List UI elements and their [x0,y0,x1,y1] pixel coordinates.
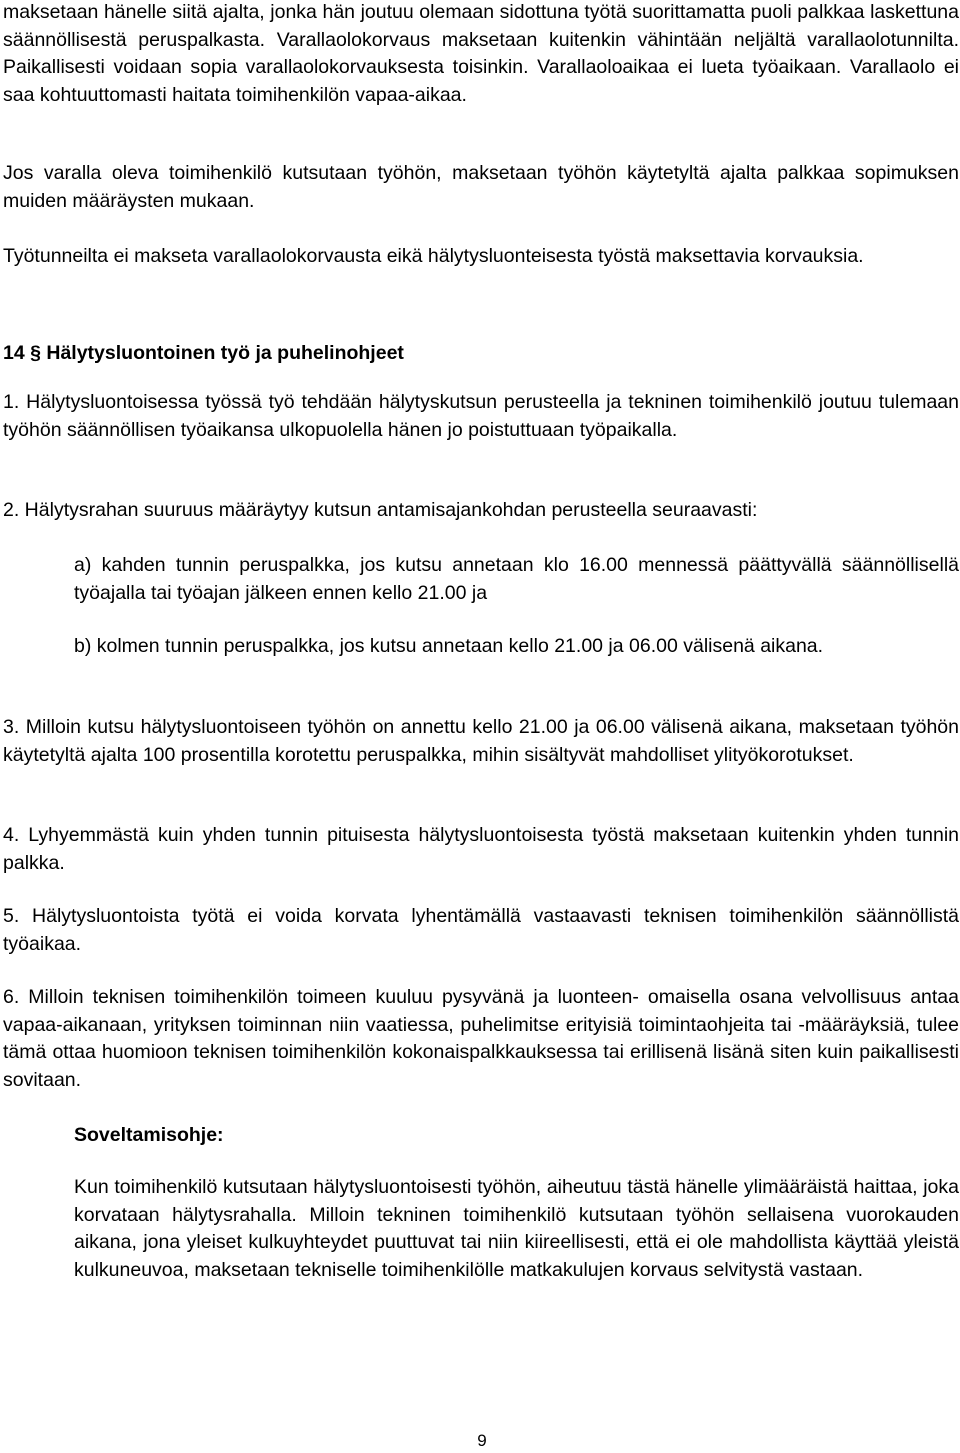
guidance-text: Kun toimihenkilö kutsutaan hälytysluontoisesti työhön, aiheutuu tästä hänelle ylimääräistä haittaa, joka korvataan hälytysrahalla. Milloin tekninen toimihenkilö kutsutaan työhön sellaisena vuorokauden aikana, jona yleiset kulkuyhteydet puuttuvat tai niin kiireellisesti, että ei ole mahdollista käyttää yleistä kulkuneuvoa, maksetaan tekniselle toimihenkilölle matkakulujen korvaus selvitystä vastaan. [74,1176,959,1281]
list-item-6: 6. Milloin teknisen toimihenkilön toimeen kuuluu pysyvänä ja luonteen- omaisella osana velvollisuus antaa vapaa-aikanaan, yrityksen toiminnan niin vaatiessa, puhelimitse erityisiä toimintaohjeita tai -määräyksiä, tulee tämä ottaa huomioon teknisen toimihenkilön kokonaispalkkauksessa tai erillisenä lisänä siten kuin paikallisesti sovitaan. [3,986,959,1091]
paragraph-standby-compensation: maksetaan hänelle siitä ajalta, jonka hän joutuu olemaan sidottuna työtä suorittamatta puoli palkkaa laskettuna säännöllisestä peruspalkasta. Varallaolokorvaus maksetaan kuitenkin vähintään neljältä varallaolotunnilta. Paikallisesti voidaan sopia varallaolokorvauksesta toisinkin. Varallaoloaikaa ei lueta työaikaan. Varallaolo ei saa kohtuuttomasti haitata toimihenkilön vapaa-aikaa. [3,1,959,106]
list-item-3: 3. Milloin kutsu hälytysluontoiseen työhön on annettu kello 21.00 ja 06.00 välisenä aikana, maksetaan työhön käytetyltä ajalta 100 prosentilla korotettu peruspalkka, mihin sisältyvät mahdolliset ylityökorotukset. [3,716,959,766]
paragraph-work-hours: Työtunneilta ei makseta varallaolokorvausta eikä hälytysluonteisesta työstä maksettavia korvauksia. [3,245,864,267]
sub-item-a: a) kahden tunnin peruspalkka, jos kutsu annetaan klo 16.00 mennessä päättyvällä säännöllisellä työajalla tai työajan jälkeen ennen kello 21.00 ja [74,554,959,604]
paragraph-called-to-work: Jos varalla oleva toimihenkilö kutsutaan työhön, maksetaan työhön käytetyltä ajalta palkkaa sopimuksen muiden määräysten mukaan. [3,162,959,212]
guidance-heading: Soveltamisohje: [74,1124,224,1146]
list-item-5: 5. Hälytysluontoista työtä ei voida korvata lyhentämällä vastaavasti teknisen toimihenkilön säännöllistä työaikaa. [3,905,959,955]
section-heading: 14 § Hälytysluontoinen työ ja puhelinohjeet [3,342,404,364]
list-item-2: 2. Hälytysrahan suuruus määräytyy kutsun antamisajankohdan perusteella seuraavasti: [3,499,758,521]
list-item-1: 1. Hälytysluontoisessa työssä työ tehdään hälytyskutsun perusteella ja tekninen toimihenkilö joutuu tulemaan työhön säännöllisen työaikansa ulkopuolella hänen jo poistuttuaan työpaikalla. [3,391,959,441]
list-item-4: 4. Lyhyemmästä kuin yhden tunnin pituisesta hälytysluontoisesta työstä maksetaan kuitenkin yhden tunnin palkka. [3,824,959,874]
page-number: 9 [477,1431,487,1450]
sub-item-b: b) kolmen tunnin peruspalkka, jos kutsu annetaan kello 21.00 ja 06.00 välisenä aikana. [74,635,824,657]
